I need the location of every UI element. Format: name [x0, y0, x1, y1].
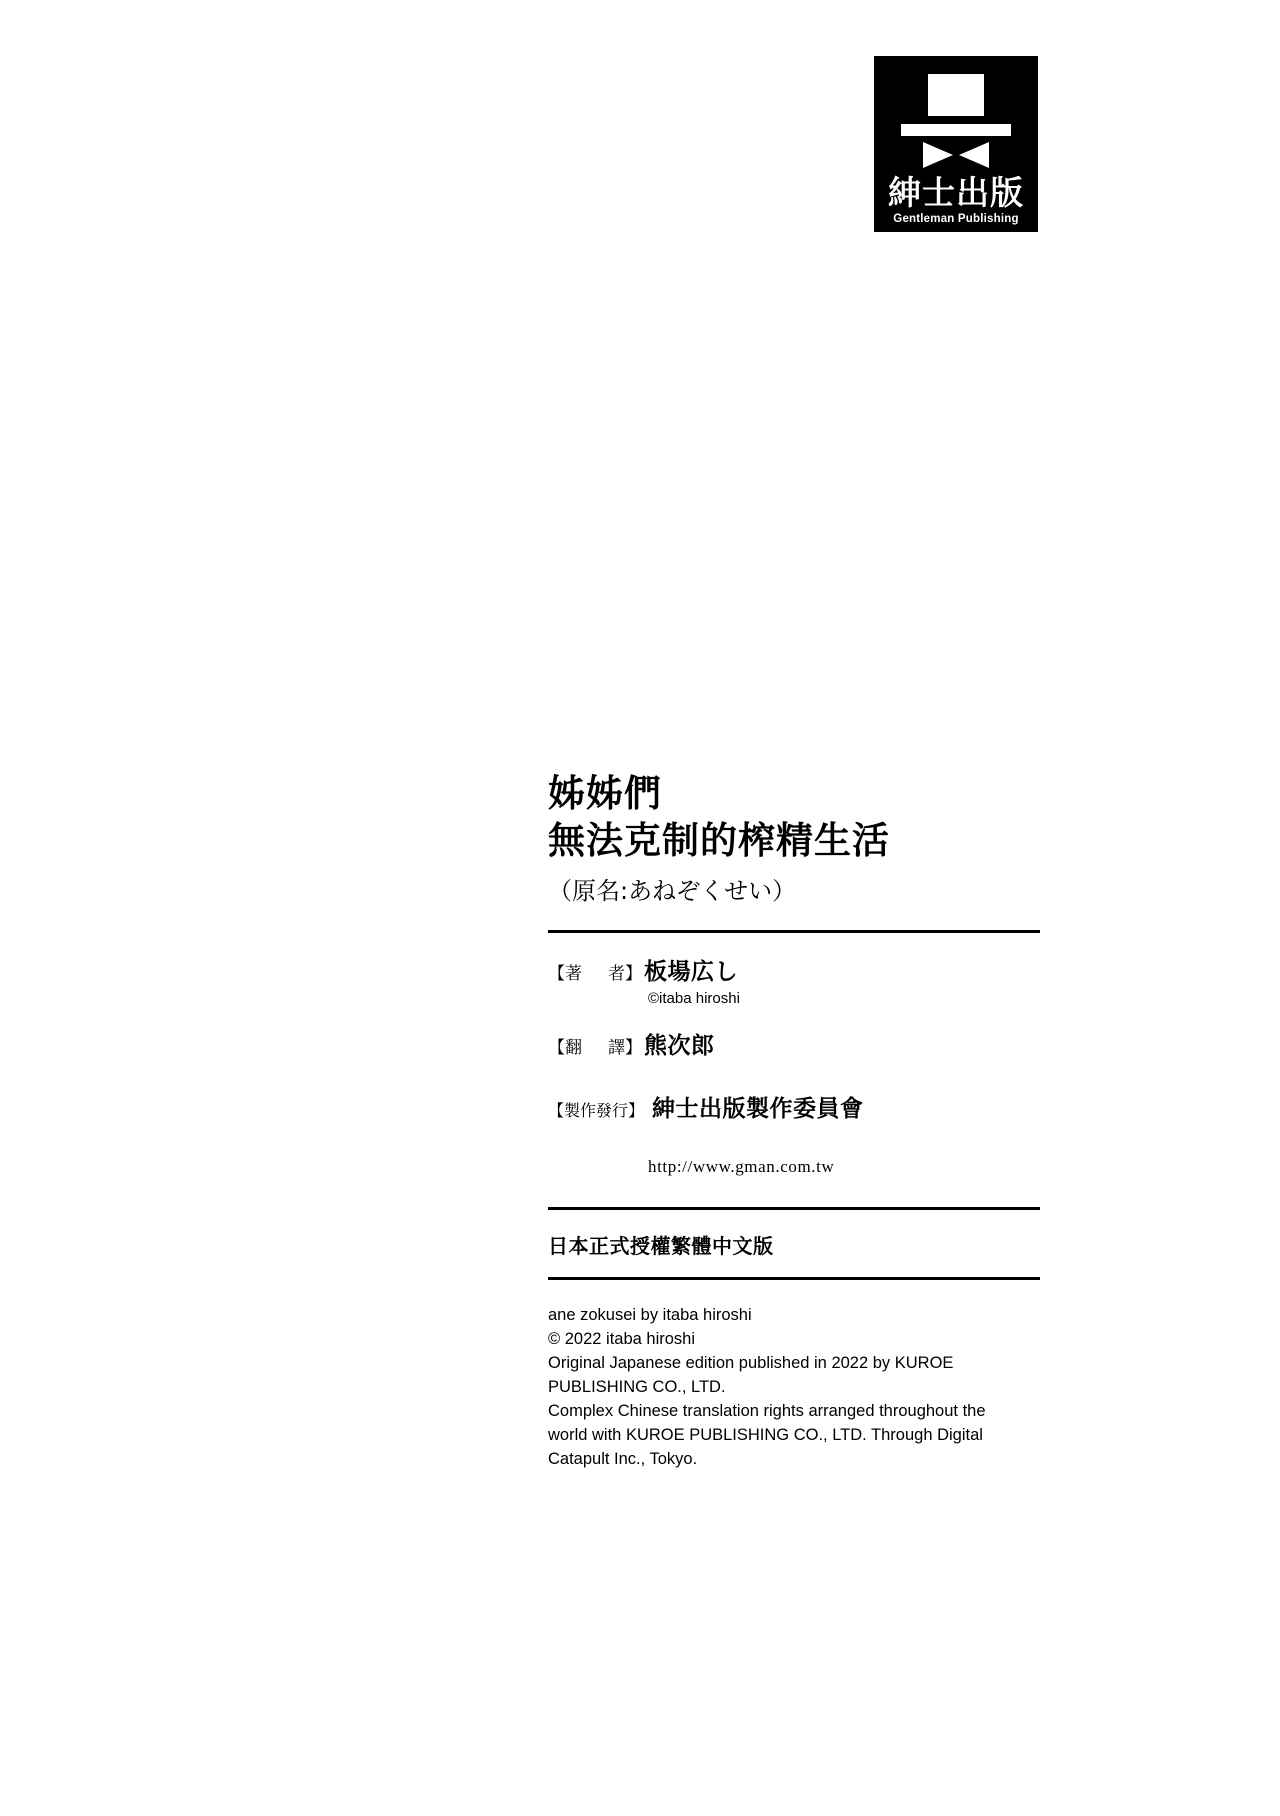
notice-line: PUBLISHING CO., LTD. [548, 1378, 726, 1397]
credit-value-translator: 熊次郎 [644, 1033, 715, 1060]
credit-value-publisher: 紳士出版製作委員會 [652, 1096, 864, 1123]
book-title-line-1: 姊姊們 [548, 772, 662, 815]
credit-copyright-author: ©itaba hiroshi [648, 990, 740, 1008]
credit-label-publisher: 【製作發行】 [548, 1101, 645, 1121]
license-statement: 日本正式授權繁體中文版 [548, 1234, 774, 1259]
credit-row-publisher [548, 1090, 1040, 1123]
credit-row-author [548, 953, 1040, 986]
notice-line: © 2022 itaba hiroshi [548, 1330, 696, 1349]
top-hat-icon [901, 74, 1011, 136]
notice-line: Complex Chinese translation rights arranged throughout the [548, 1402, 986, 1420]
english-copyright-notice [548, 1304, 1040, 1471]
notice-line: Catapult Inc., Tokyo. [548, 1449, 698, 1468]
credit-value-author: 板場広し [644, 959, 738, 986]
publisher-logo [874, 56, 1038, 232]
credit-label-translator: 【翻 譯】 [548, 1038, 642, 1059]
divider-bottom [548, 1277, 1040, 1280]
book-title [548, 770, 1040, 865]
notice-line: Original Japanese edition published in 2022 by KUROE [548, 1354, 954, 1373]
original-title: （原名:あねぞくせい） [548, 876, 797, 905]
bowtie-icon [923, 142, 989, 168]
notice-line: ane zokusei by itaba hiroshi [548, 1306, 752, 1325]
publisher-name-cjk: 紳士出版 [888, 173, 1024, 212]
divider-middle [548, 1207, 1040, 1210]
book-title-line-2: 無法克制的榨精生活 [548, 819, 890, 863]
publisher-name-en: Gentleman Publishing [893, 212, 1019, 225]
credit-label-author: 【著 者】 [548, 964, 642, 985]
divider-top [548, 930, 1040, 933]
notice-line: world with KUROE PUBLISHING CO., LTD. Through Digital [548, 1425, 983, 1444]
publisher-website-link[interactable]: http://www.gman.com.tw [648, 1157, 835, 1177]
colophon [548, 770, 1040, 1472]
credit-row-translator [548, 1027, 1040, 1060]
